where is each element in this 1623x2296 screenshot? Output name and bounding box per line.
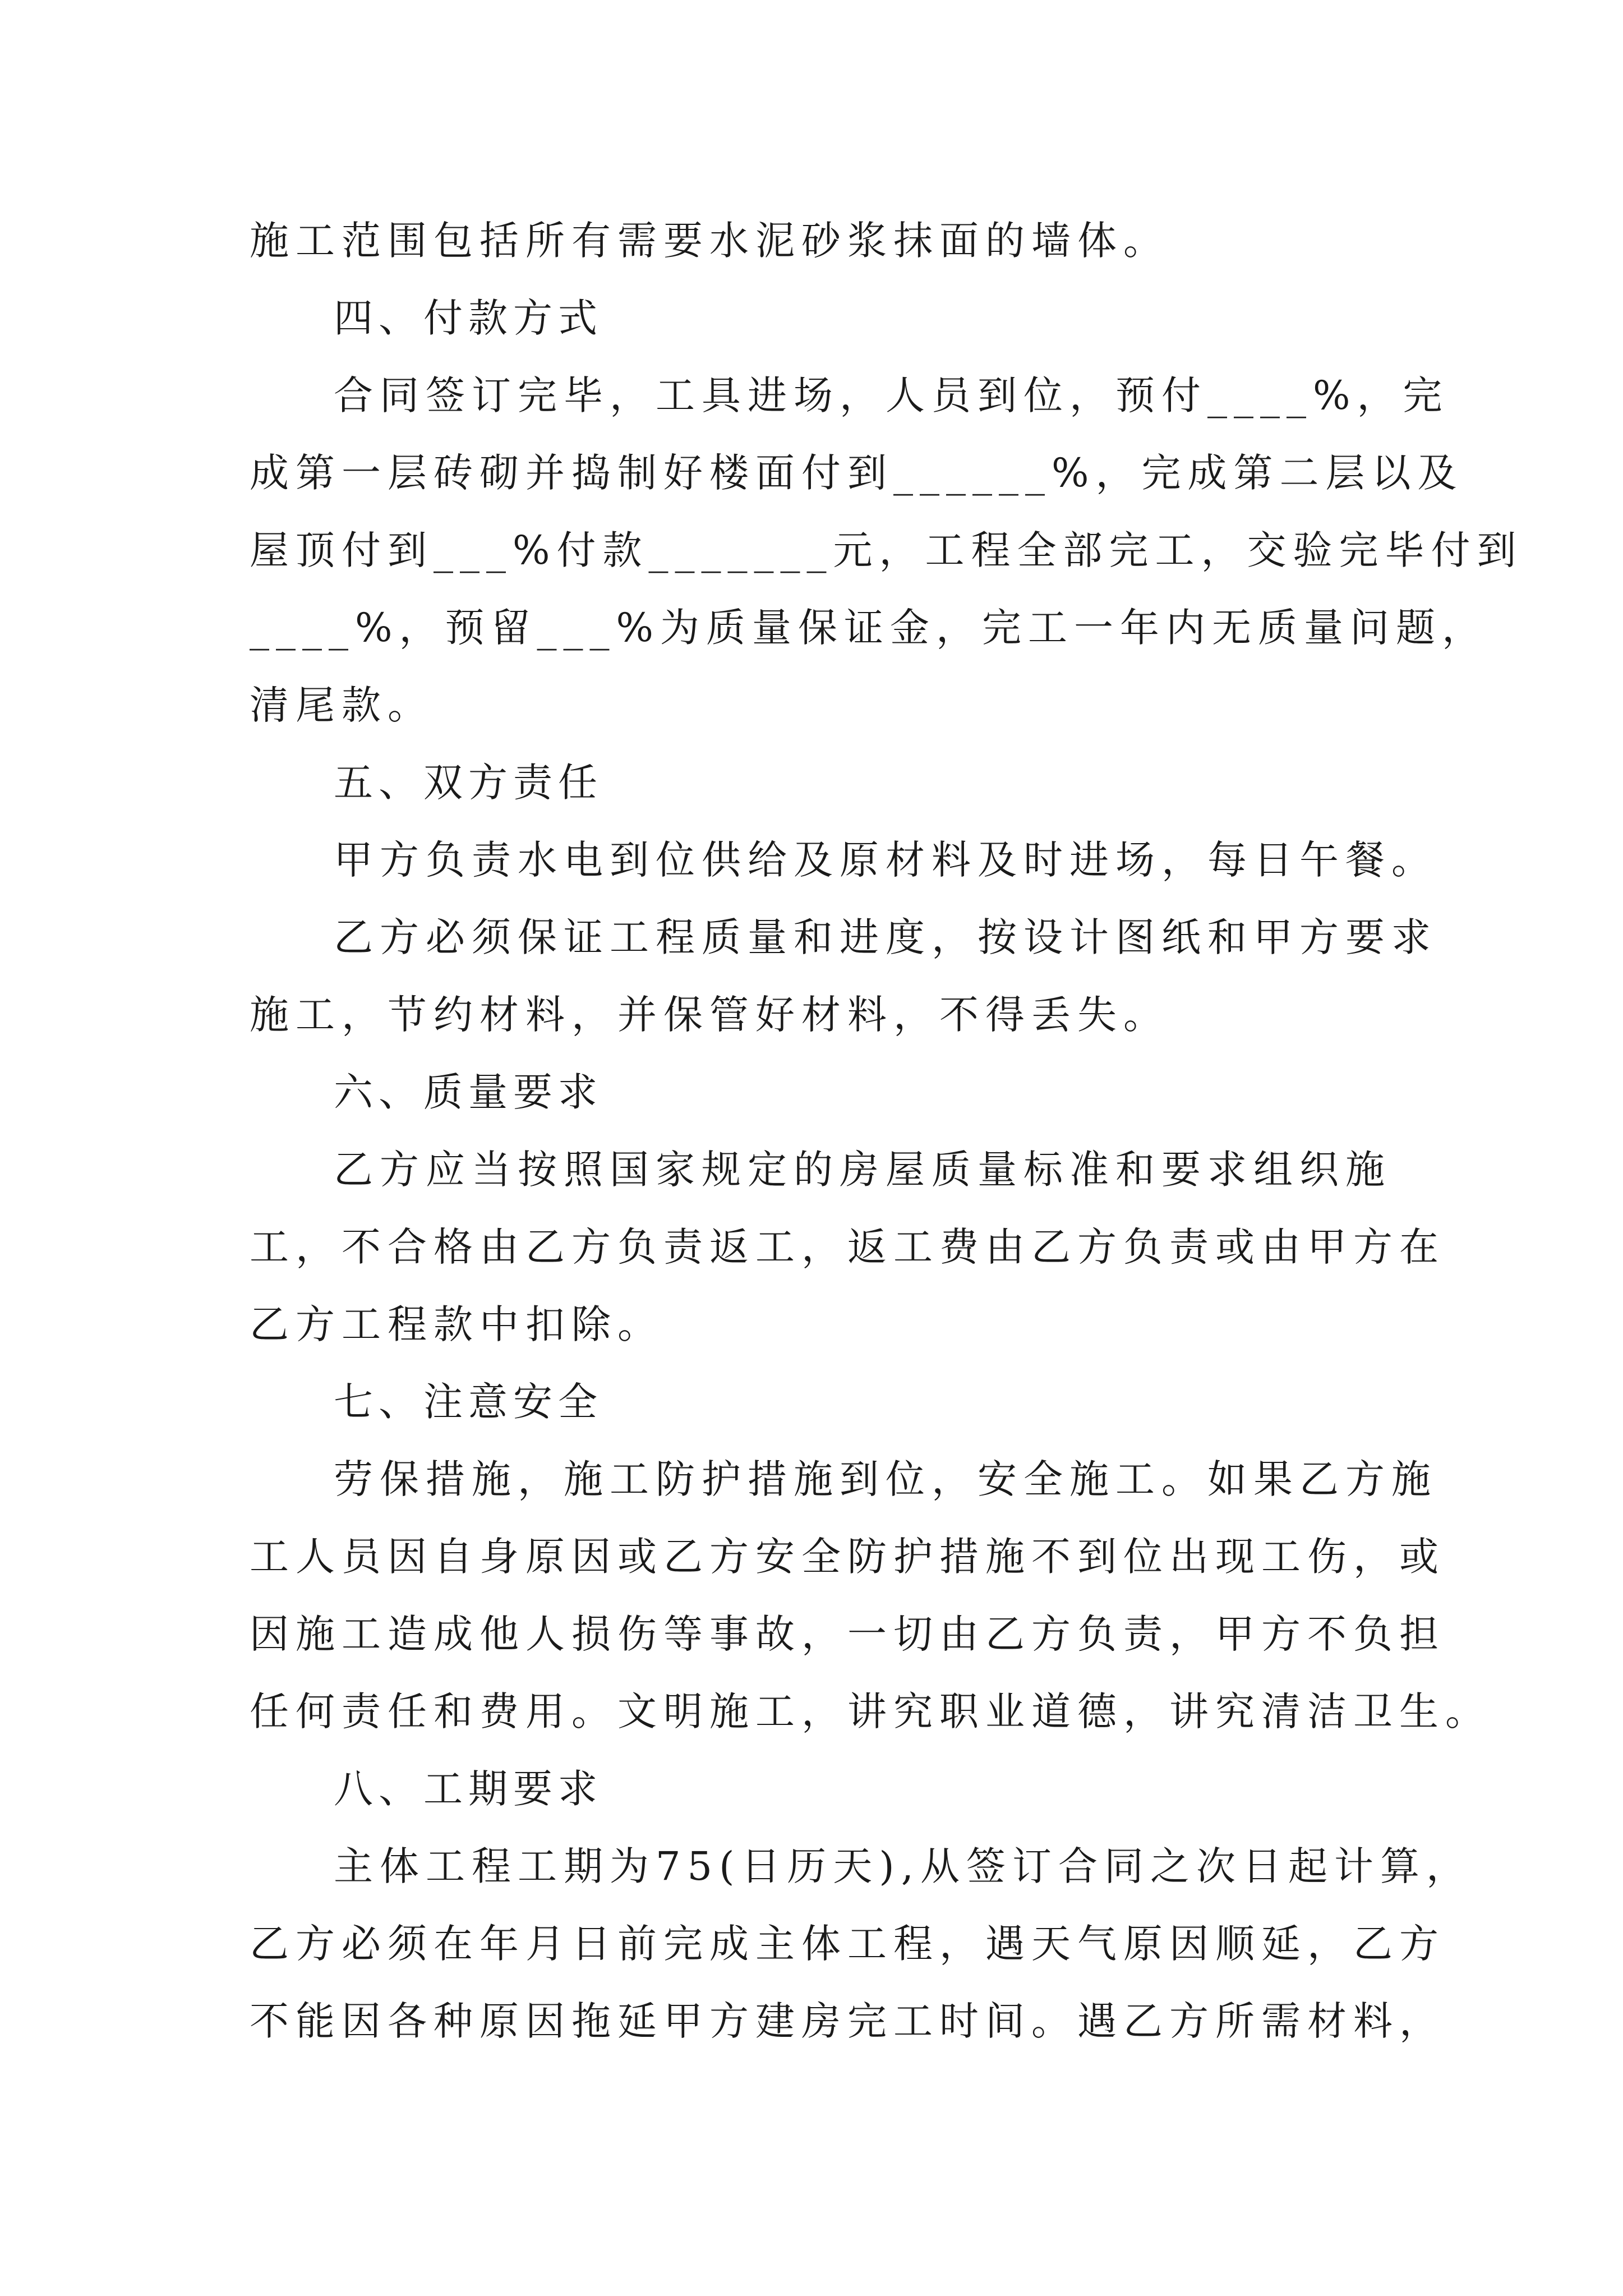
body-text-line: 乙方应当按照国家规定的房屋质量标准和要求组织施: [334, 1147, 1391, 1193]
body-text-line: 清尾款。: [250, 682, 434, 728]
body-text-line: 乙方必须在年月日前完成主体工程，遇天气原因顺延，乙方: [250, 1921, 1445, 1967]
body-text-line: 任何责任和费用。文明施工，讲究职业道德，讲究清洁卫生。: [250, 1688, 1491, 1734]
section-heading-quality: 六、质量要求: [334, 1069, 603, 1115]
body-text-line: 屋顶付到___%付款_______元，工程全部完工，交验完毕付到: [250, 527, 1523, 573]
body-text-line: 合同签订完毕，工具进场，人员到位，预付____%，完: [334, 372, 1449, 418]
section-heading-responsibilities: 五、双方责任: [334, 760, 603, 806]
section-heading-schedule: 八、工期要求: [334, 1766, 603, 1812]
body-text-line: 工人员因自身原因或乙方安全防护措施不到位出现工伤，或: [250, 1534, 1445, 1580]
section-heading-payment: 四、付款方式: [334, 295, 603, 341]
body-text-line: 施工范围包括所有需要水泥砂浆抹面的墙体。: [250, 218, 1169, 264]
body-text-line: 主体工程工期为75(日历天),从签订合同之次日起计算，: [334, 1843, 1472, 1889]
body-text-line: 成第一层砖砌并捣制好楼面付到______%，完成第二层以及: [250, 450, 1464, 496]
section-heading-safety: 七、注意安全: [334, 1379, 603, 1425]
body-text-line: 劳保措施，施工防护措施到位，安全施工。如果乙方施: [334, 1456, 1437, 1502]
body-text-line: 乙方必须保证工程质量和进度，按设计图纸和甲方要求: [334, 914, 1437, 960]
body-text-line: ____%，预留___%为质量保证金，完工一年内无质量问题，: [250, 605, 1488, 651]
body-text-line: 工，不合格由乙方负责返工，返工费由乙方负责或由甲方在: [250, 1224, 1445, 1270]
body-text-line: 甲方负责水电到位供给及原材料及时进场，每日午餐。: [334, 837, 1437, 883]
body-text-line: 施工，节约材料，并保管好材料，不得丢失。: [250, 992, 1169, 1038]
body-text-line: 乙方工程款中扣除。: [250, 1301, 663, 1347]
document-body: [250, 202, 1523, 2060]
body-text-line: 因施工造成他人损伤等事故，一切由乙方负责，甲方不负担: [250, 1611, 1445, 1657]
body-text-line: 不能因各种原因拖延甲方建房完工时间。遇乙方所需材料，: [250, 1998, 1445, 2044]
